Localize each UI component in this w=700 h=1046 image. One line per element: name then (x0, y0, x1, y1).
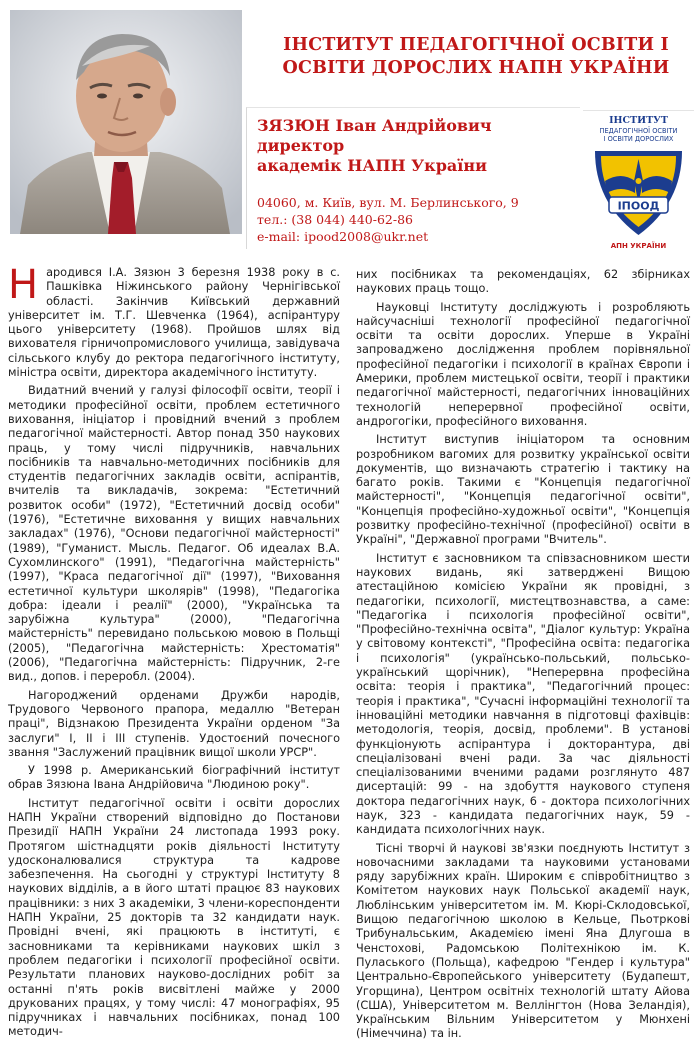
person-role: директор (257, 136, 345, 155)
contact-email[interactable]: e-mail: ipood2008@ukr.net (257, 229, 429, 244)
person-academic-title: академік НАПН України (257, 156, 487, 175)
article-paragraph: Народився І.А. Зязюн 3 березня 1938 року в с. Пашківка Ніжинського району Чернігівської області. Закінчив Київський державний університет ім. Т.Г. Шевченка (1964), аспірантуру цього університету (1968). Пройшов шлях від вихователя гірничопромислового училища, завідувача сільського клубу до ректора педагогічного інституту, міністра освіти, директора академічного інституту. (8, 262, 340, 380)
article-right-column (356, 268, 690, 1046)
article-left-column (8, 262, 340, 1044)
logo-emblem-text: ІПООД (617, 199, 660, 213)
logo-top-text: ІНСТИТУТ (609, 115, 668, 126)
person-name: ЗЯЗЮН Іван Андрійович (257, 116, 492, 135)
article-paragraph: Науковці Інституту досліджують і розробляють найсучасніші технології професійної педагогічної освіти та освіти дорослих. Уперше в Україні запроваджено дослідження проблем порівняльної професійної педагогіки і психології в країнах Європи і Америки, проблем мистецької освіти, теорії і практики педагогічної майстерності, педагогічних інноваційних технологій неперервної професійної освіти, андрогогіки, професійного виховання. (356, 300, 690, 428)
article-paragraph: У 1998 р. Американський біографічний інститут обрав Зязюна Івана Андрійовича "Людиною року". (8, 764, 340, 792)
institute-title-line-2: ОСВІТИ ДОРОСЛИХ НАПН УКРАЇНИ (282, 58, 670, 78)
contact-address: 04060, м. Київ, вул. М. Берлинського, 9 (257, 195, 519, 210)
logo-sub-line-2: І ОСВІТИ ДОРОСЛИХ (603, 135, 674, 143)
logo-bottom-text: АПН УКРАЇНИ (610, 242, 667, 250)
portrait-photo (10, 10, 242, 234)
person-info-block (246, 107, 580, 249)
institute-title-line-1: ІНСТИТУТ ПЕДАГОГІЧНОЇ ОСВІТИ І (283, 35, 669, 55)
portrait-illustration (10, 10, 242, 234)
institute-logo (583, 110, 694, 250)
institute-title (258, 34, 694, 80)
article-paragraph: Нагороджений орденами Дружби народів, Трудового Червоного прапора, медаллю "Ветеран праці", Відзнакою Президента України орденом "За заслуги" І, ІІ і ІІІ ступенів. Удостоєний почесного звання "Заслужений працівник вищої школи УРСР". (8, 688, 340, 759)
article-paragraph: них посібниках та рекомендаціях, 62 збірниках наукових праць тощо. (356, 268, 690, 296)
article-paragraph: Інститут педагогічної освіти і освіти дорослих НАПН України створений відповідно до Постанови Президії НАПН України 24 листопада 1993 року. Протягом шістнадцяти років діяльності Інституту удосконалювалися структура та кадрове забезпечення. На сьогодні у структурі Інституту 8 наукових відділів, а в його штаті працює 83 наукових працівники: з них 3 академіки, 3 члени-кореспонденти НАПН України, 25 докторів та 32 кандидати наук. Провідні вчені, які працюють в інституті, є засновниками та керівниками наукових шкіл з проблем педагогіки і психології професійної освіти. Результати планових науково-дослідних робіт за останні п'ять років висвітлені майже у 2000 друкованих працях, у тому числі: 47 монографіях, 95 підручниках і навчальних посібниках, понад 100 методич- (8, 796, 340, 1039)
article-paragraph: Видатний вчений у галузі філософії освіти, теорії і методики професійної освіти, проблем естетичного виховання, ініціатор і провідний вчений з проблем педагогічної майстерності. Автор понад 350 наукових праць, у тому числі підручників, навчальних посібників та навчально-методичних посібників для студентів педагогічних закладів освіти, аспірантів, вчителів та викладачів, зокрема: "Естетичний розвиток особи" (1972), "Естетичний досвід особи" (1976), "Естетичне виховання у вищих навчальних закладах" (1976), "Основи педагогічної майстерності" (1989), "Гуманист. Мысль. Педагог. Об идеалах В.А. Сухомлинского" (1991), "Педагогічна майстерність" (1997), "Краса педагогічної дії" (1997), "Виховання естетичної культури школярів" (1998), "Педагогіка добра: ідеали і реалії" (2000), "Українська та зарубіжна культура" (2000), "Педагогічна майстерність" перевидано польською мовою в Польщі (2005), "Педагогічна майстерність: Хрестоматія" (2006), "Педагогічна майстерність: Підручник, 2-ге вид., допов. і переробл. (2004). (8, 384, 340, 684)
article-paragraph: Інститут є засновником та співзасновником шести наукових видань, які затверджені Вищою атестаційною комісією України як провідні, з педагогіки, психології, мистецтвознавства, а саме: "Педагогіка і психологія професійної освіти", "Професійно-технічна освіта", "Діалог культур: Україна у світовому контексті", "Професійна освіта: педагогіка і психологія" (українсько-польський, польсько-український щорічник), "Неперервна професійна освіта: теорія і практика", "Педагогічний процес: теорія і практика", "Сучасні інформаційні технології та інноваційні методики навчання в підготовці фахівців: методологія, теорія, досвід, проблеми". В установі функціонують аспірантура і докторантура, дві спеціалізовані вчені ради. За час діяльності спеціалізованими вченими радами розглянуто 487 дисертацій: 99 - на здобуття наукового ступеня доктора педагогічних наук, 6 - доктора психологічних наук, 323 - кандидата педагогічних наук, 59 - кандидата психологічних наук. (356, 551, 690, 837)
article-paragraph: Інститут виступив ініціатором та основним розробником вагомих для розвитку української освіти документів, що визначають стратегію і тактику на багато років. Такими є "Концепція педагогічної майстерності", "Концепція педагогічної освіти", "Концепція професійно-художньої освіти", "Концепція розвитку професійно-технічної (професійної) освіти в Україні", "Державної програми "Вчитель". (356, 433, 690, 547)
logo-sub-line-1: ПЕДАГОГІЧНОЇ ОСВІТИ (599, 127, 678, 135)
article-paragraph: Тісні творчі й наукові зв'язки поєднують Інститут з новочасними закладами та науковими установами ряду зарубіжних країн. Широким є співробітництво з Комітетом наукових наук Польської академії наук, Люблінським університетом ім. М. Кюрі-Склодовської, Вищою педагогічною школою в Кельце, Пьотркові Трибунальським, Академією імені Яна Длугоша в Ченстохові, Радомською Політехнікою ім. К. Пуласького (Польща), кафедрою "Гендер і культура" Центрально-Європейського університету (Будапешт, Угорщина), Центром освітніх технологій штату Айова (США), Університетом м. Веллінгтон (Нова Зеландія), Українським Вільним Університетом у Мюнхені (Німеччина) та ін. (356, 841, 690, 1041)
drop-cap: Н (8, 262, 39, 308)
contact-phone: тел.: (38 044) 440-62-86 (257, 212, 413, 227)
ipood-emblem-icon (583, 111, 694, 251)
